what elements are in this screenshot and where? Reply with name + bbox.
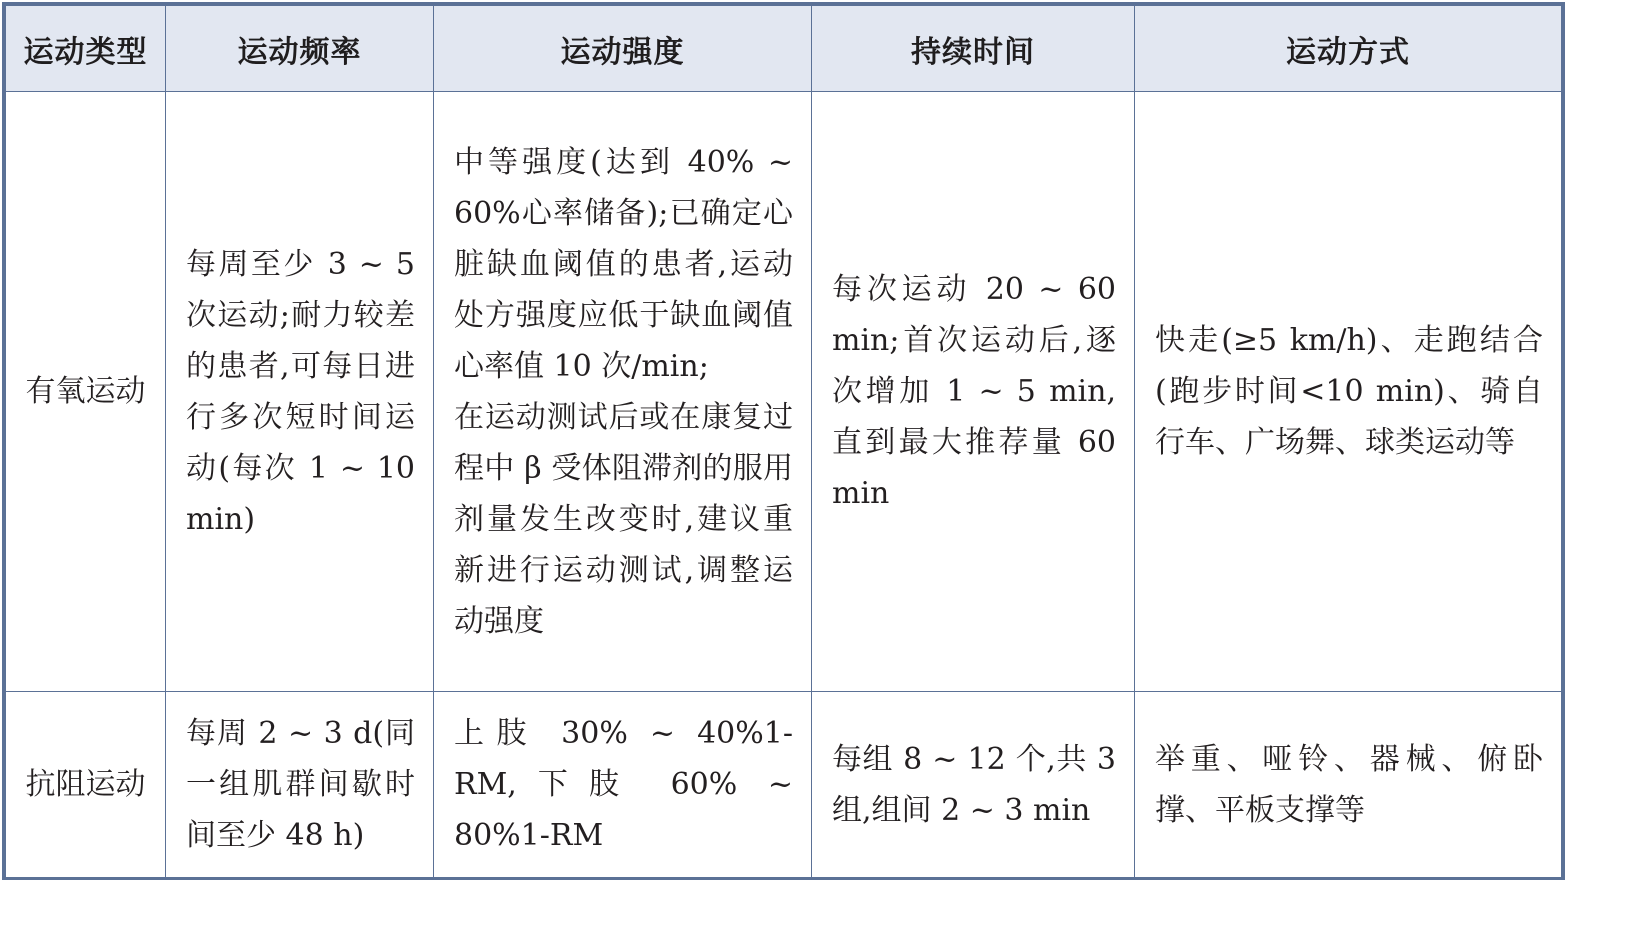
cell-mode-resistance: 举重、哑铃、器械、俯卧撑、平板支撑等 (1135, 692, 1562, 878)
header-row (6, 6, 1562, 92)
cell-duration-resistance: 每组 8 ~ 12 个,共 3 组,组间 2 ~ 3 min (812, 692, 1135, 878)
cell-intensity-resistance: 上肢 30% ~ 40%1-RM,下肢 60% ~ 80%1-RM (434, 692, 812, 878)
header-exercise-mode: 运动方式 (1135, 6, 1562, 92)
exercise-prescription-table-frame (2, 2, 1565, 880)
table-body (6, 92, 1562, 878)
cell-duration-aerobic: 每次运动 20 ~ 60 min;首次运动后,逐次增加 1 ~ 5 min,直到最大推荐量 60 min (812, 92, 1135, 692)
cell-frequency-resistance: 每周 2 ~ 3 d(同一组肌群间歇时间至少 48 h) (166, 692, 434, 878)
header-exercise-frequency: 运动频率 (166, 6, 434, 92)
cell-mode-aerobic: 快走(≥5 km/h)、走跑结合(跑步时间<10 min)、骑自行车、广场舞、球类运动等 (1135, 92, 1562, 692)
cell-type-aerobic: 有氧运动 (6, 92, 166, 692)
header-duration: 持续时间 (812, 6, 1135, 92)
cell-frequency-aerobic: 每周至少 3 ~ 5 次运动;耐力较差的患者,可每日进行多次短时间运动(每次 1 ~ 10 min) (166, 92, 434, 692)
header-exercise-type: 运动类型 (6, 6, 166, 92)
cell-intensity-aerobic (434, 92, 812, 692)
exercise-prescription-table (5, 5, 1562, 878)
table-header (6, 6, 1562, 92)
intensity-aerobic-text-2: 在运动测试后或在康复过程中 β 受体阻滞剂的服用剂量发生改变时,建议重新进行运动测试,调整运动强度 (454, 399, 793, 639)
intensity-aerobic-text-1: 中等强度(达到 40% ~ 60%心率储备);已确定心脏缺血阈值的患者,运动处方强度应低于缺血阈值心率值 10 次/min; (454, 144, 793, 384)
table-row-aerobic (6, 92, 1562, 692)
cell-type-resistance: 抗阻运动 (6, 692, 166, 878)
table-row-resistance (6, 692, 1562, 878)
header-exercise-intensity: 运动强度 (434, 6, 812, 92)
